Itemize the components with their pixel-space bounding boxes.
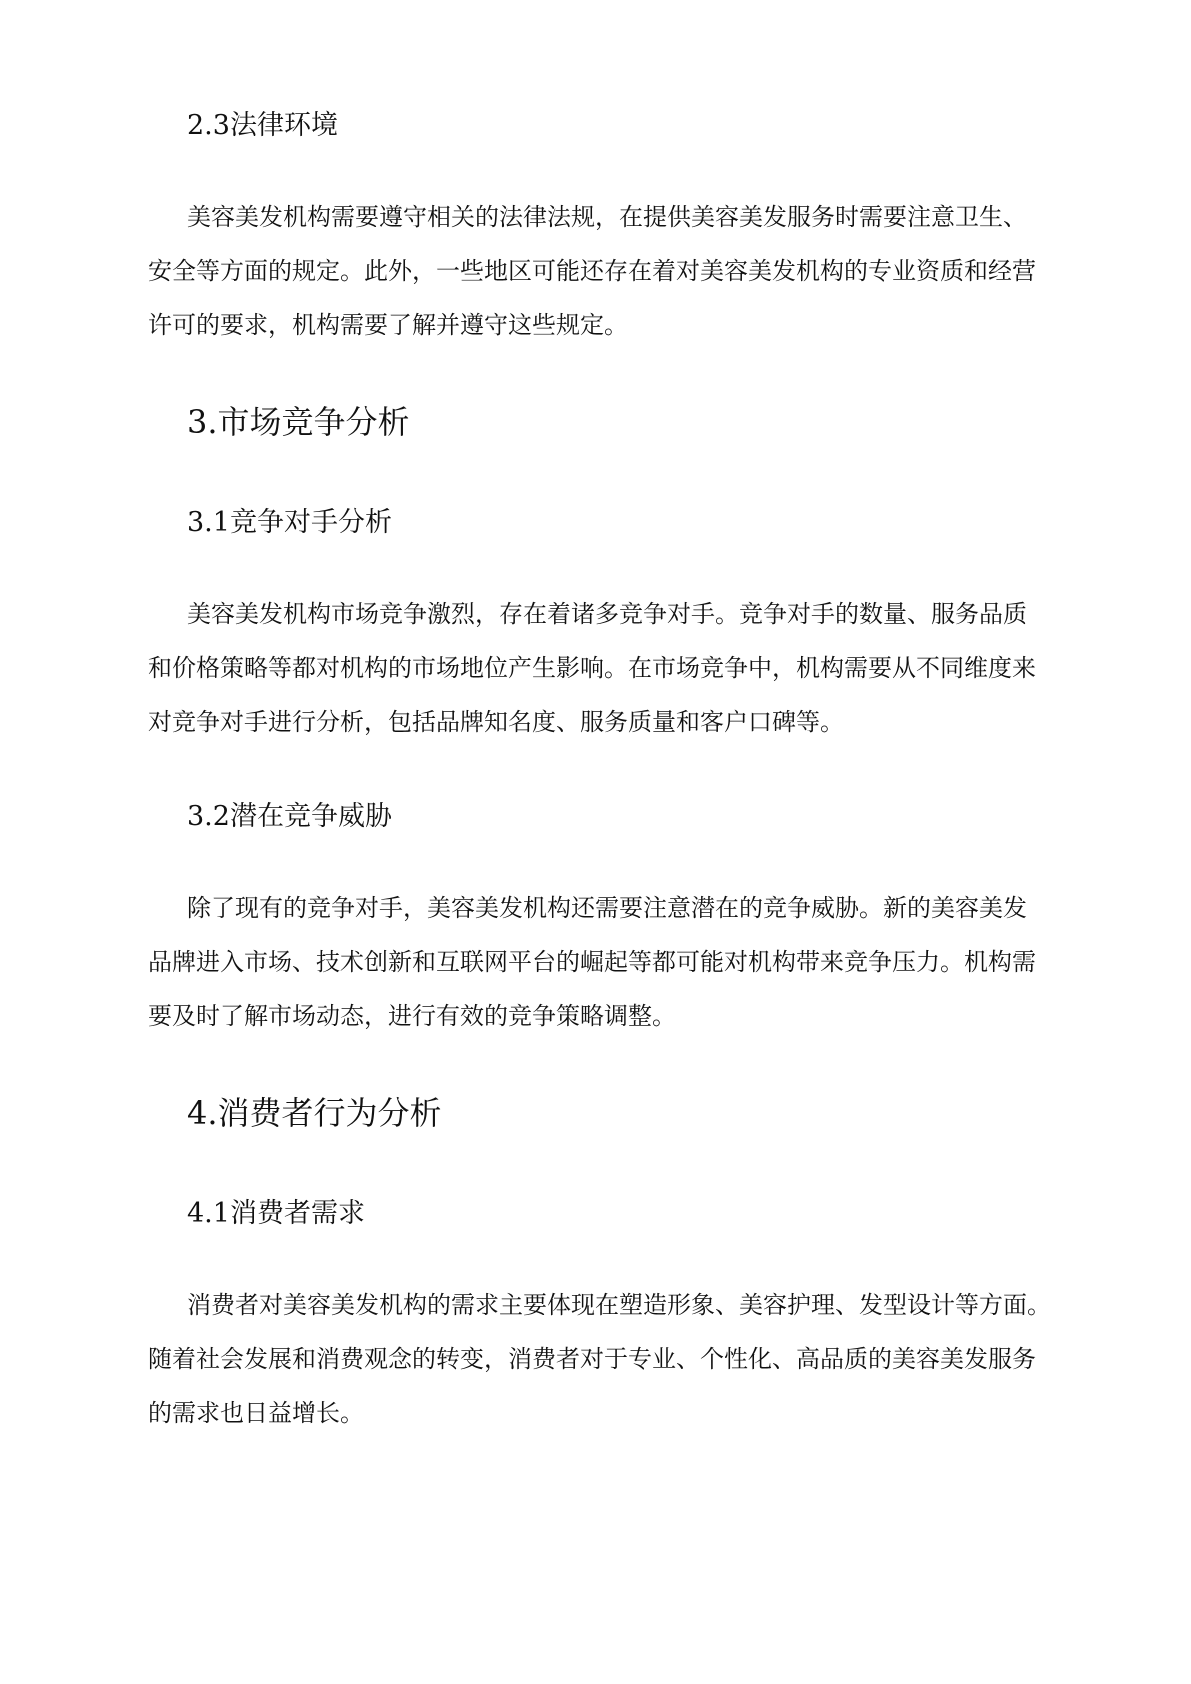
paragraph-line: 的需求也日益增长。 bbox=[148, 1399, 364, 1427]
paragraph-line: 要及时了解市场动态，进行有效的竞争策略调整。 bbox=[148, 1002, 676, 1030]
paragraph-line: 安全等方面的规定。此外，一些地区可能还存在着对美容美发机构的专业资质和经营 bbox=[148, 257, 1036, 285]
section-heading-2-3: 2.3法律环境 bbox=[187, 110, 338, 141]
chapter-heading-4: 4.消费者行为分析 bbox=[187, 1094, 442, 1132]
paragraph-line: 许可的要求，机构需要了解并遵守这些规定。 bbox=[148, 311, 628, 339]
section-heading-3-2: 3.2潜在竞争威胁 bbox=[187, 801, 392, 832]
section-heading-4-1: 4.1消费者需求 bbox=[187, 1198, 365, 1229]
paragraph-line: 消费者对美容美发机构的需求主要体现在塑造形象、美容护理、发型设计等方面。 bbox=[187, 1291, 1051, 1319]
paragraph-line: 随着社会发展和消费观念的转变，消费者对于专业、个性化、高品质的美容美发服务 bbox=[148, 1345, 1036, 1373]
paragraph-line: 品牌进入市场、技术创新和互联网平台的崛起等都可能对机构带来竞争压力。机构需 bbox=[148, 948, 1036, 976]
chapter-heading-3: 3.市场竞争分析 bbox=[187, 403, 410, 441]
paragraph-line: 美容美发机构市场竞争激烈，存在着诸多竞争对手。竞争对手的数量、服务品质 bbox=[187, 600, 1027, 628]
paragraph-line: 对竞争对手进行分析，包括品牌知名度、服务质量和客户口碑等。 bbox=[148, 708, 844, 736]
section-heading-3-1: 3.1竞争对手分析 bbox=[187, 507, 392, 538]
paragraph-line: 和价格策略等都对机构的市场地位产生影响。在市场竞争中，机构需要从不同维度来 bbox=[148, 654, 1036, 682]
paragraph-line: 美容美发机构需要遵守相关的法律法规，在提供美容美发服务时需要注意卫生、 bbox=[187, 203, 1027, 231]
paragraph-line: 除了现有的竞争对手，美容美发机构还需要注意潜在的竞争威胁。新的美容美发 bbox=[187, 894, 1027, 922]
